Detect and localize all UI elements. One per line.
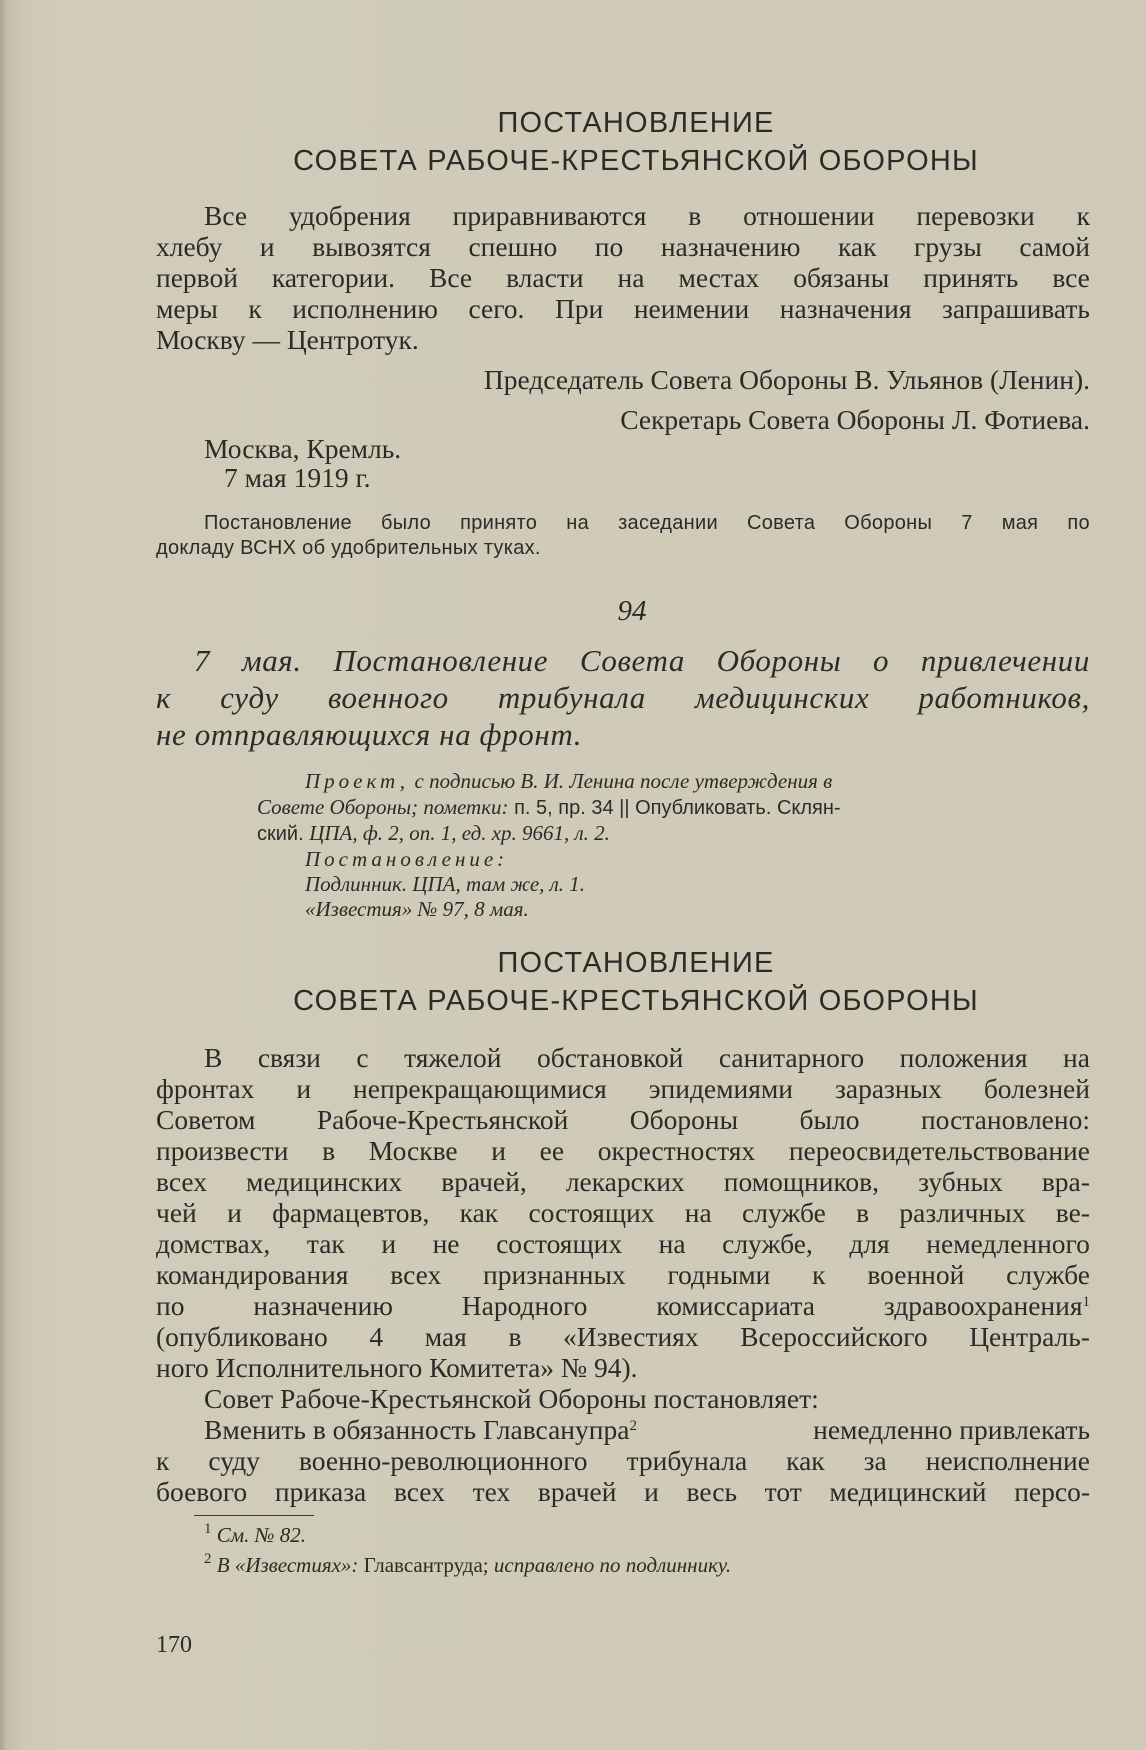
- word: и: [644, 1476, 659, 1507]
- word: и: [491, 1135, 506, 1166]
- word: Обороны: [716, 643, 842, 678]
- word: исполнению: [292, 293, 438, 324]
- footnotes: [156, 1520, 1090, 1580]
- word: тот: [764, 1476, 802, 1507]
- text-line: Москву — Центротук.: [156, 324, 419, 355]
- word: отношении: [743, 200, 875, 231]
- word: обязаны: [793, 262, 890, 293]
- word: трибунала: [626, 1445, 748, 1476]
- word: заразных: [835, 1073, 942, 1104]
- word: 7: [961, 512, 973, 534]
- word: и: [381, 1228, 397, 1259]
- word: Совета: [579, 643, 685, 678]
- text-line: [156, 1445, 1090, 1476]
- text-line: [156, 1228, 1090, 1259]
- word: различных: [899, 1197, 1026, 1228]
- word: состоящих: [496, 1228, 623, 1259]
- word: было: [799, 1104, 860, 1135]
- word: весь: [686, 1476, 737, 1507]
- section2-heading: [182, 944, 1090, 1020]
- word: в: [322, 1135, 336, 1166]
- word: санитарного: [718, 1042, 865, 1073]
- word: Все: [428, 262, 473, 293]
- word: военного: [327, 680, 449, 715]
- word: перевозки: [916, 200, 1035, 231]
- word: персо-: [1014, 1476, 1090, 1507]
- footnote-divider: [194, 1515, 314, 1516]
- word: Все: [204, 200, 248, 231]
- word: работников,: [918, 680, 1090, 715]
- word: местах: [678, 262, 760, 293]
- word: мая: [1001, 512, 1039, 534]
- page-content: [156, 104, 1090, 1580]
- word: неимении: [633, 293, 750, 324]
- heading-line: ПОСТАНОВЛЕНИЕ: [497, 947, 775, 979]
- heading-line: СОВЕТА РАБОЧЕ-КРЕСТЬЯНСКОЙ ОБОРОНЫ: [293, 985, 979, 1017]
- word: Всероссийского: [740, 1321, 928, 1352]
- footnote-2: $^2$ В «Известиях»: Главсантруда; исправлено по подлиннику.: [204, 1551, 732, 1577]
- word: заседании: [618, 512, 718, 534]
- word: меры: [156, 293, 218, 324]
- heading-line: ПОСТАНОВЛЕНИЕ: [497, 107, 775, 139]
- word: фронтах: [156, 1073, 255, 1104]
- word: службе: [742, 1197, 826, 1228]
- text-line: [156, 200, 1090, 231]
- word: Обороны: [844, 512, 933, 534]
- text-fragment: немедленно привлекать: [813, 1414, 1090, 1445]
- word: по: [156, 1290, 185, 1321]
- word: для: [849, 1228, 890, 1259]
- word: суду: [220, 680, 279, 715]
- word: военно-революционного: [298, 1445, 588, 1476]
- word: сего.: [468, 293, 525, 324]
- word: привлечении: [920, 643, 1090, 678]
- text-line: [156, 1073, 1090, 1104]
- word: Москве: [368, 1135, 458, 1166]
- signature-chairman: Председатель Совета Обороны В. Ульянов (Ленин).: [483, 364, 1090, 395]
- word: медицинский: [829, 1476, 987, 1507]
- word: на: [617, 262, 645, 293]
- word: мая.: [241, 643, 302, 678]
- word: Рабоче-Крестьянской: [316, 1104, 569, 1135]
- date-of-signing: 7 мая 1919 г.: [224, 462, 371, 493]
- source-line: Проект, с подписью В. И. Ленина после утверждения в: [305, 769, 833, 793]
- word: мая: [424, 1321, 467, 1352]
- word: хлебу: [156, 231, 223, 262]
- word: переосвидетельствование: [788, 1135, 1090, 1166]
- word: назначению: [660, 231, 801, 262]
- word: всех: [393, 1476, 445, 1507]
- word: на: [684, 1197, 712, 1228]
- word: Обороны: [629, 1104, 739, 1135]
- word: зубных: [918, 1166, 1003, 1197]
- word: обстановкой: [536, 1042, 684, 1073]
- word: врачей,: [441, 1166, 527, 1197]
- word: вра-: [1041, 1166, 1090, 1197]
- source-line: «Известия» № 97, 8 мая.: [305, 897, 529, 921]
- word: Народного: [461, 1290, 588, 1321]
- footnote-mark: 1: [1082, 1294, 1090, 1310]
- word: медицинских: [246, 1166, 403, 1197]
- page-spine-shadow: [0, 0, 8, 1750]
- word: категории.: [271, 262, 395, 293]
- word: годными: [667, 1259, 771, 1290]
- word: Постановление: [333, 643, 549, 678]
- word: на: [566, 512, 590, 534]
- text-line: [156, 1197, 1090, 1228]
- text-line: [156, 231, 1090, 262]
- word: связи: [257, 1042, 321, 1073]
- word: все: [1052, 262, 1090, 293]
- word: в: [508, 1321, 522, 1352]
- word: домствах,: [156, 1228, 271, 1259]
- word: болезней: [983, 1073, 1090, 1104]
- word: вывозятся: [312, 231, 431, 262]
- editorial-note: [156, 511, 1090, 561]
- word: по: [594, 231, 624, 262]
- word: к: [248, 293, 262, 324]
- word: чей: [156, 1197, 197, 1228]
- word: принять: [923, 262, 1019, 293]
- word: всех: [156, 1166, 207, 1197]
- text-line: [156, 1104, 1090, 1135]
- section1-body: [156, 200, 1090, 355]
- text-line: ного Исполнительного Комитета» № 94).: [156, 1352, 638, 1383]
- word: к: [812, 1259, 826, 1290]
- text-line: [156, 1259, 1090, 1290]
- text-line: [156, 1321, 1090, 1352]
- word: тяжелой: [404, 1042, 502, 1073]
- title-line: [156, 679, 1090, 716]
- footnote-1: $^1$ См. № 82.: [204, 1521, 306, 1547]
- word: ве-: [1055, 1197, 1090, 1228]
- text-line: [156, 1476, 1090, 1507]
- word: окрестностях: [597, 1135, 756, 1166]
- word: и: [259, 231, 275, 262]
- word: на: [1063, 1042, 1090, 1073]
- word: не: [432, 1228, 460, 1259]
- word: с: [356, 1042, 369, 1073]
- word: так: [306, 1228, 345, 1259]
- word: грузы: [914, 231, 982, 262]
- word: фармацевтов,: [272, 1197, 430, 1228]
- word: постановлено:: [920, 1104, 1090, 1135]
- word: было: [380, 512, 432, 534]
- source-line: Постановление:: [305, 847, 509, 871]
- word: лекарских: [565, 1166, 685, 1197]
- word: удобрения: [288, 200, 411, 231]
- word: немедленного: [926, 1228, 1090, 1259]
- source-line: Подлинник. ЦПА, там же, л. 1.: [305, 872, 586, 896]
- text-line: [156, 1290, 1090, 1321]
- word: на: [658, 1228, 686, 1259]
- word: и: [296, 1073, 312, 1104]
- page-number: 170: [156, 1632, 192, 1658]
- source-line: Совете Обороны; пометки: п. 5, пр. 34 || Опубликовать. Склян-: [257, 795, 841, 819]
- word: комиссариата: [656, 1290, 815, 1321]
- word: эпидемиями: [648, 1073, 794, 1104]
- word: в: [688, 200, 702, 231]
- text-line: [156, 1135, 1090, 1166]
- word: 7: [194, 643, 211, 678]
- word: В: [204, 1042, 223, 1073]
- word: Совета: [746, 512, 816, 534]
- place-of-signing: Москва, Кремль.: [204, 433, 402, 464]
- word: положения: [899, 1042, 1028, 1073]
- note-line: [156, 511, 1090, 536]
- note-line: докладу ВСНХ об удобрительных туках.: [156, 537, 541, 559]
- section1-heading: [182, 104, 1090, 180]
- word: как: [837, 231, 877, 262]
- heading-line: СОВЕТА РАБОЧЕ-КРЕСТЬЯНСКОЙ ОБОРОНЫ: [293, 145, 979, 177]
- word: произвести: [156, 1135, 289, 1166]
- word: как: [786, 1445, 825, 1476]
- signature-secretary: Секретарь Совета Обороны Л. Фотиева.: [620, 404, 1090, 435]
- word: к: [1076, 200, 1090, 231]
- word: боевого: [156, 1476, 248, 1507]
- word: назначения: [779, 293, 912, 324]
- word: суду: [208, 1445, 260, 1476]
- archival-source: [156, 769, 1090, 922]
- title-line: [156, 642, 1090, 679]
- word: трибунала: [497, 680, 646, 715]
- text-line: [156, 293, 1090, 324]
- word: здравоохранения$^1$: [883, 1290, 1090, 1321]
- document-number: 94: [617, 595, 647, 627]
- word: всех: [390, 1259, 442, 1290]
- word: тех: [472, 1476, 511, 1507]
- text-line: [156, 262, 1090, 293]
- text-line: [156, 1042, 1090, 1073]
- word: ее: [539, 1135, 565, 1166]
- word: в: [856, 1197, 870, 1228]
- word: первой: [156, 262, 238, 293]
- word: службе,: [722, 1228, 813, 1259]
- source-line: ский. ЦПА, ф. 2, оп. 1, ед. хр. 9661, л. 2.: [257, 821, 610, 845]
- word: по: [1067, 512, 1090, 534]
- word: Централь-: [969, 1321, 1090, 1352]
- document-title: [156, 642, 1090, 753]
- word: как: [459, 1197, 499, 1228]
- word: приказа: [274, 1476, 367, 1507]
- section2-body: [156, 1042, 1090, 1507]
- word: спешно: [468, 231, 558, 262]
- word: к: [156, 680, 172, 715]
- word: принято: [460, 512, 538, 534]
- footnote-mark: 2: [629, 1418, 637, 1434]
- word: признанных: [483, 1259, 626, 1290]
- title-line: не отправляющихся на фронт.: [156, 717, 583, 752]
- word: самой: [1019, 231, 1090, 262]
- word: командирования: [156, 1259, 349, 1290]
- word: состоящих: [528, 1197, 655, 1228]
- word: запрашивать: [942, 293, 1090, 324]
- word: службе: [1006, 1259, 1090, 1290]
- word: врачей: [537, 1476, 617, 1507]
- word: и: [227, 1197, 242, 1228]
- word: неисполнение: [925, 1445, 1090, 1476]
- word: назначению: [253, 1290, 393, 1321]
- word: При: [554, 293, 604, 324]
- word: (опубликовано: [156, 1321, 328, 1352]
- word: военной: [867, 1259, 965, 1290]
- word: непрекращающимися: [353, 1073, 607, 1104]
- word: «Известиях: [563, 1321, 699, 1352]
- text-line: [156, 1414, 1090, 1445]
- word: о: [873, 643, 890, 678]
- word: помощников,: [723, 1166, 880, 1197]
- word: Советом: [156, 1104, 256, 1135]
- text-line: Совет Рабоче-Крестьянской Обороны постановляет:: [204, 1383, 819, 1414]
- word: медицинских: [694, 680, 870, 715]
- word: за: [863, 1445, 887, 1476]
- text-fragment: Вменить в обязанность Главсанупра$^2$: [204, 1414, 637, 1445]
- word: приравниваются: [452, 200, 647, 231]
- word: 4: [369, 1321, 384, 1352]
- word: власти: [506, 262, 584, 293]
- word: к: [156, 1445, 170, 1476]
- word: Постановление: [204, 512, 352, 534]
- text-line: [156, 1166, 1090, 1197]
